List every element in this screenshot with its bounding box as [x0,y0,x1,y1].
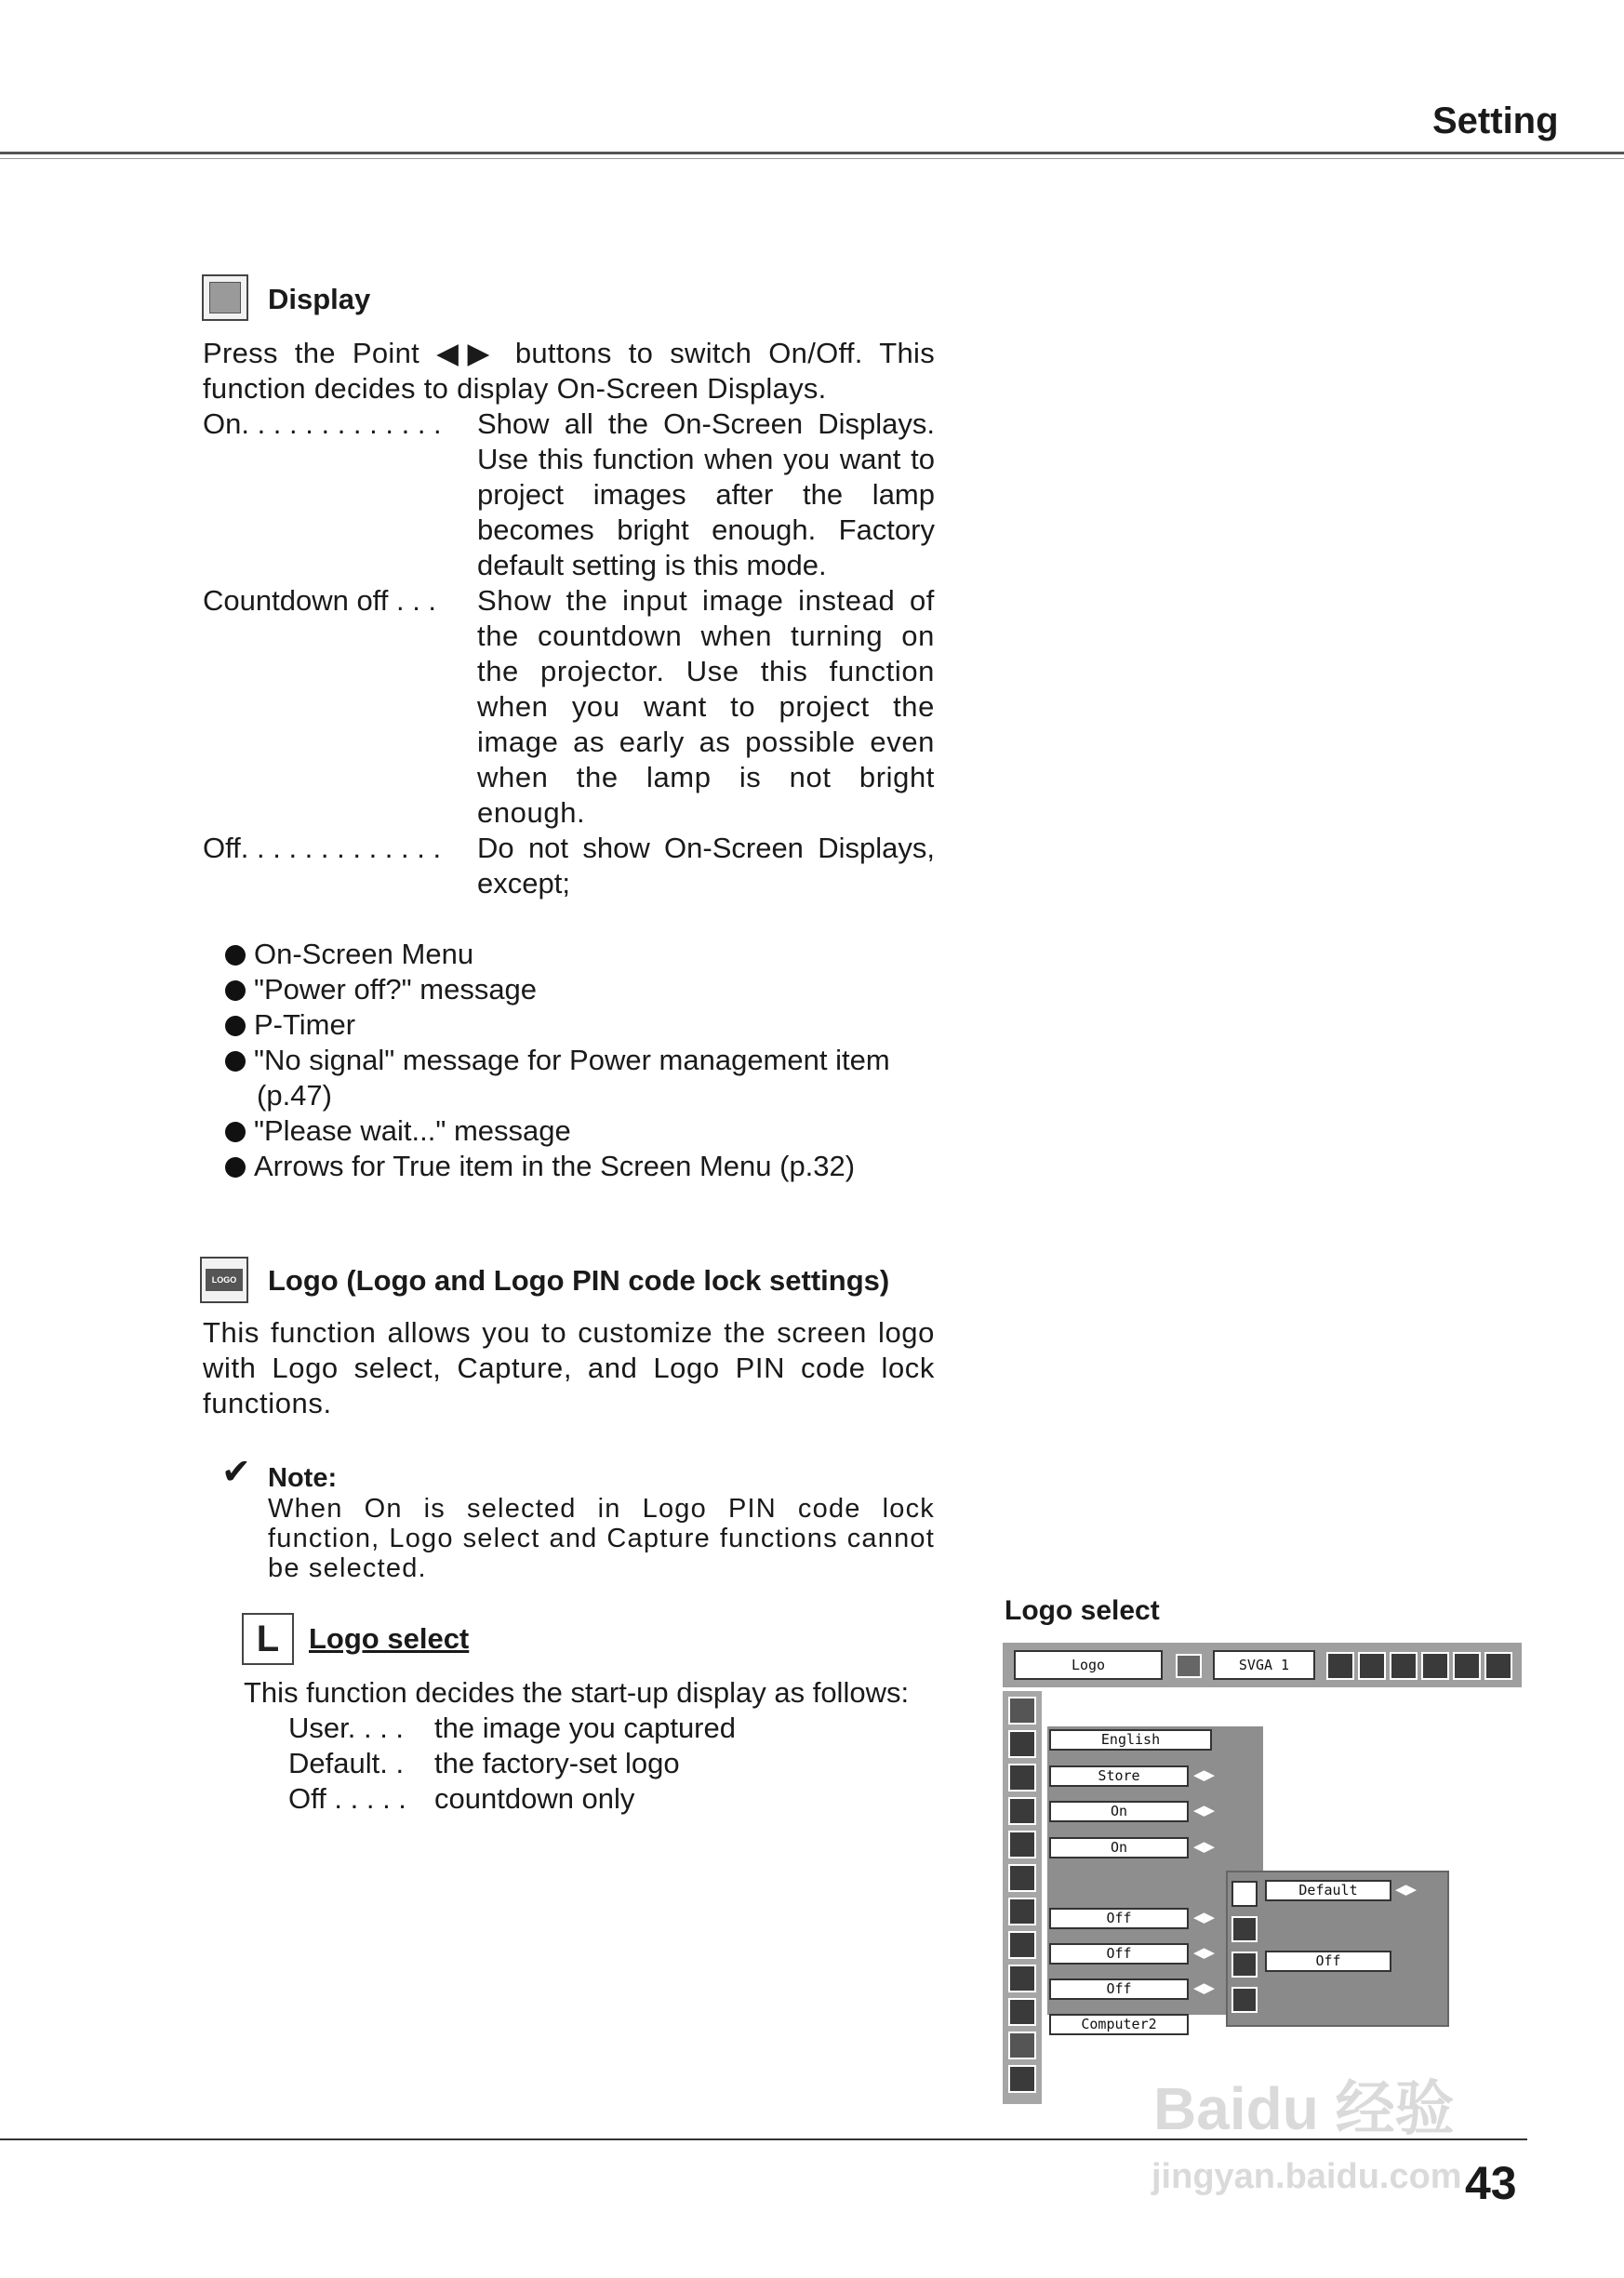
menu-icon [1176,1654,1202,1678]
header-rule-thin [0,158,1624,159]
osd-menu-figure [1003,1643,1522,2104]
menu-title-field: Logo [1014,1650,1163,1680]
menu-icon [1008,1998,1036,2026]
display-icon [202,274,248,321]
display-intro: Press the Point ◀▶ buttons to switch On/Off. This function decides to display On-Screen Displays. [203,337,935,405]
logo-select-option-term: Off . . . . . [288,1782,406,1815]
menu-field: Computer2 [1049,2014,1189,2035]
option-desc: Do not show On-Screen Displays, except; [477,832,935,899]
menu-field: On [1049,1837,1189,1858]
logo-select-option-term: User. . . . [288,1712,405,1744]
menu-icon [1453,1652,1481,1680]
left-right-arrows-icon: ◀▶ [1193,1803,1216,1818]
bullet-item: Arrows for True item in the Screen Menu (p.32) [225,1149,855,1184]
menu-icon [1326,1652,1354,1680]
logo-icon: LOGO [200,1257,248,1303]
left-right-arrows-icon: ◀▶ [1395,1882,1418,1898]
menu-icon [1008,1797,1036,1825]
header-title: Setting [1432,100,1559,141]
menu-field: Off [1049,1943,1189,1965]
down-arrow-icon [1008,2032,1036,2059]
bullet-continuation: (p.47) [257,1079,332,1112]
menu-field: Store [1049,1765,1189,1787]
logo-intro: This function allows you to customize the screen logo with Logo select, Capture, and Logo PIN code lock functions. [203,1316,935,1419]
logo-select-option-desc: countdown only [434,1782,635,1815]
menu-icon [1358,1652,1386,1680]
menu-icon [1008,1764,1036,1792]
logo-select-option-desc: the factory-set logo [434,1747,680,1779]
bullet-item: "Power off?" message [225,972,537,1007]
pin-lock-icon [1231,1952,1258,1978]
left-right-arrows-icon: ◀▶ [1193,1839,1216,1855]
note-label: Note: [268,1463,338,1493]
menu-field: On [1049,1801,1189,1822]
note-check-icon: ✔ [221,1453,251,1492]
left-right-arrows-icon: ◀▶ [1193,1945,1216,1961]
menu-icon [1008,1864,1036,1892]
signal-field: SVGA 1 [1213,1650,1315,1680]
option-term: Countdown off . . . [203,584,437,617]
menu-icon [1008,1730,1036,1758]
left-right-arrows-icon: ◀▶ [1193,1980,1216,1996]
watermark-logo: Baidu 经验 [1153,2075,1455,2142]
bullet-item: "Please wait..." message [225,1113,571,1149]
bullet-item: On-Screen Menu [225,937,473,972]
left-right-arrows-icon: ◀▶ [1193,1767,1216,1783]
figure-caption: Logo select [1005,1595,1160,1626]
menu-icon [1008,1931,1036,1959]
logo-select-heading: Logo select [309,1622,470,1655]
option-term: Off. . . . . . . . . . . . . [203,832,442,864]
menu-field: Off [1049,1978,1189,2000]
submenu-field: Off [1265,1951,1391,1972]
left-right-arrows-icon: ◀▶ [1193,1910,1216,1925]
menu-field: Off [1049,1908,1189,1929]
menu-icon [1421,1652,1449,1680]
option-desc: Show the input image instead of the countdown when turning on the projector. Use this function when you want to project the image as early as possible even when the lamp is not bright enough. [477,584,935,829]
option-term: On. . . . . . . . . . . . . [203,407,442,440]
logo-select-intro: This function decides the start-up display as follows: [244,1676,910,1709]
menu-icon [1008,1898,1036,1925]
up-arrow-icon [1008,1697,1036,1725]
exit-icon [1008,2065,1036,2093]
bullet-item: P-Timer [225,1007,355,1043]
option-desc: Show all the On-Screen Displays. Use this function when you want to project images after the lamp becomes bright enough. Factory default setting is this mode. [477,407,935,581]
menu-icon [1008,1831,1036,1858]
capture-icon [1231,1916,1258,1942]
note-text: When On is selected in Logo PIN code lock function, Logo select and Capture functions cannot be selected. [268,1494,935,1583]
exit-icon [1231,1987,1258,2013]
logo-select-icon [1231,1881,1258,1907]
menu-icon [1484,1652,1512,1680]
watermark-url: jingyan.baidu.com [1151,2157,1462,2196]
logo-select-icon: L [242,1613,294,1665]
page-number: 43 [1465,2157,1517,2209]
menu-field: English [1049,1729,1212,1751]
menu-icon [1008,1965,1036,1992]
left-right-arrows-icon: ◀▶ [1193,2016,1216,2032]
header-rule [0,152,1624,154]
logo-heading: Logo (Logo and Logo PIN code lock settings) [268,1264,890,1297]
menu-icon [1390,1652,1418,1680]
bullet-item: "No signal" message for Power management item [225,1043,890,1078]
logo-select-option-desc: the image you captured [434,1712,736,1744]
logo-select-option-term: Default. . [288,1747,405,1779]
submenu-field: Default [1265,1880,1391,1901]
display-heading: Display [268,283,371,315]
